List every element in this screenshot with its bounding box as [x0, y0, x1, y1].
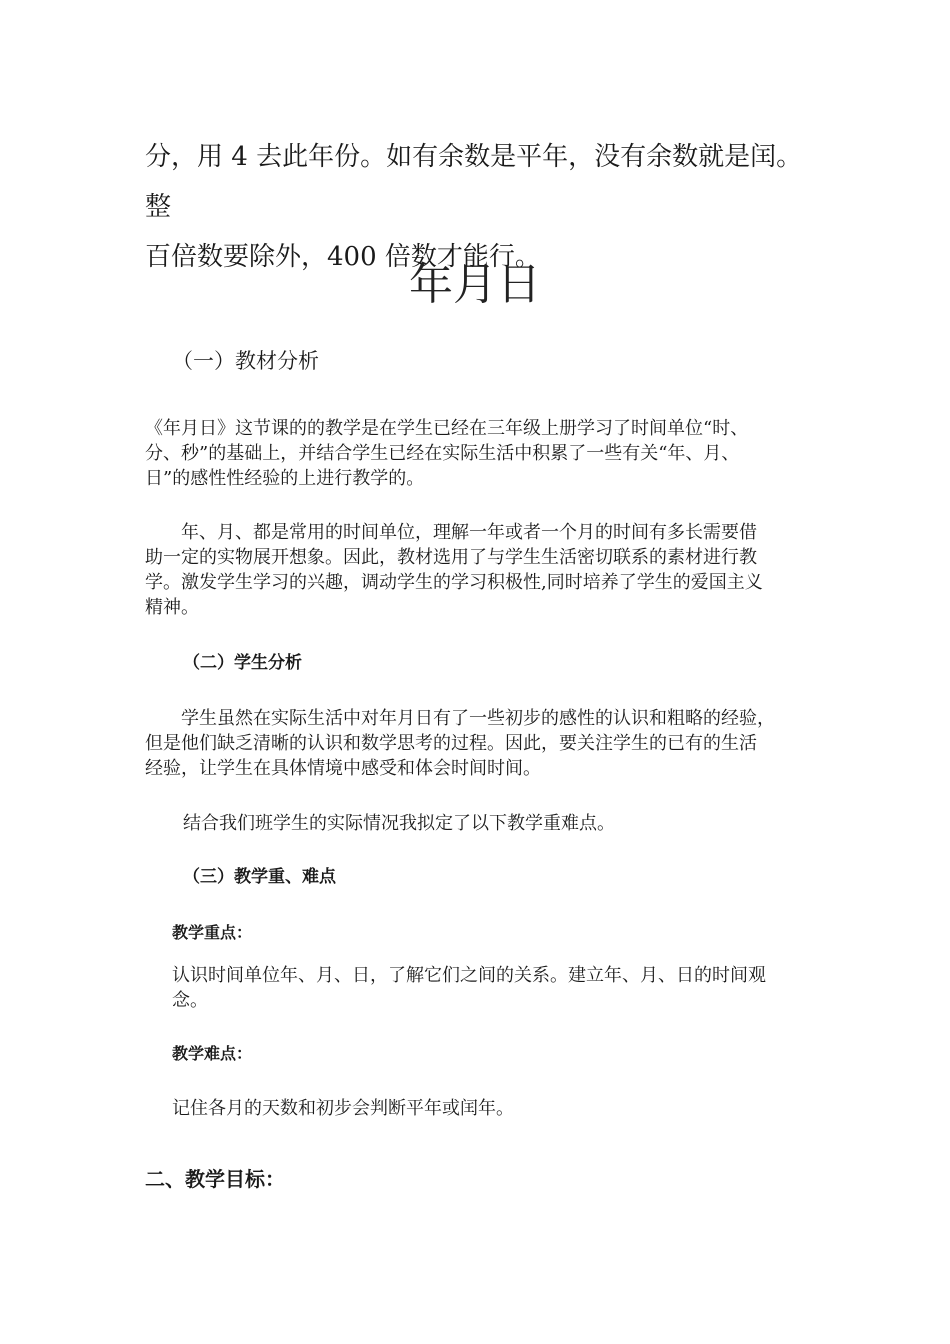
student-analysis-paragraph: [145, 706, 807, 781]
text-line: 念。: [172, 990, 208, 1011]
intro-line-2: 百倍数要除外，400 倍数才能行。: [145, 242, 541, 272]
text-line: 认识时间单位年、月、日，了解它们之间的关系。建立年、月、日的时间观: [172, 965, 766, 986]
text-line: 学生虽然在实际生活中对年月日有了一些初步的感性的认识和粗略的经验，: [145, 708, 775, 729]
section-heading-student-analysis: （二）学生分析: [183, 653, 302, 673]
text-line: 精神。: [145, 597, 199, 618]
section-heading-key-points: （三）教学重、难点: [183, 867, 336, 887]
class-situation-paragraph: 结合我们班学生的实际情况我拟定了以下教学重难点。: [183, 813, 615, 834]
text-line: 日”的感性性经验的上进行教学的。: [145, 468, 425, 489]
text-line: 学。激发学生学习的兴趣，调动学生的学习积极性,同时培养了学生的爱国主义: [145, 572, 763, 593]
text-line: 分、秒”的基础上，并结合学生已经在实际生活中积累了一些有关“年、月、: [145, 443, 740, 464]
difficult-point-label: 教学难点：: [172, 1044, 253, 1063]
key-point-text: [172, 963, 812, 1013]
text-line: 助一定的实物展开想象。因此，教材选用了与学生生活密切联系的素材进行教: [145, 547, 757, 568]
difficult-point-text: 记住各月的天数和初步会判断平年或闰年。: [172, 1098, 514, 1119]
text-line: 《年月日》这节课的的教学是在学生已经在三年级上册学习了时间单位“时、: [145, 418, 749, 439]
key-point-label: 教学重点：: [172, 923, 253, 942]
section-heading-teaching-objectives: 二、教学目标：: [145, 1167, 285, 1191]
section-heading-textbook-analysis: （一）教材分析: [172, 349, 319, 373]
textbook-analysis-paragraph-2: [145, 520, 807, 620]
text-line: 但是他们缺乏清晰的认识和数学思考的过程。因此，要关注学生的已有的生活: [145, 733, 757, 754]
textbook-analysis-paragraph-1: [145, 416, 807, 491]
intro-line-1: 分，用 4 去此年份。如有余数是平年，没有余数就是闰。整: [145, 142, 803, 222]
text-line: 年、月、都是常用的时间单位，理解一年或者一个月的时间有多长需要借: [145, 522, 757, 543]
page-title: 年月日: [409, 259, 541, 310]
text-line: 经验，让学生在具体情境中感受和体会时间时间。: [145, 758, 541, 779]
